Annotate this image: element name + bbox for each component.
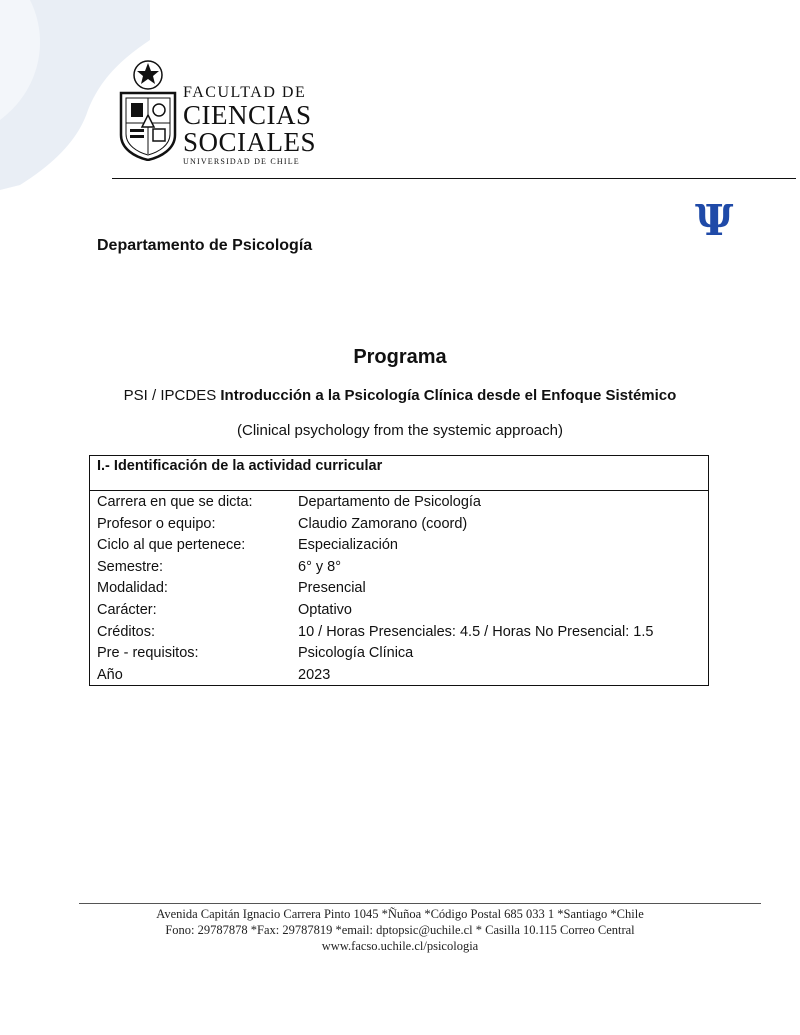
table-row bbox=[90, 557, 708, 579]
row-value: Departamento de Psicología bbox=[298, 494, 481, 510]
row-label: Ciclo al que pertenece: bbox=[97, 537, 246, 554]
logo-line-2: CIENCIAS bbox=[183, 100, 312, 130]
table-row bbox=[90, 578, 708, 600]
course-code: PSI / IPCDES bbox=[123, 387, 217, 404]
logo-line-3: SOCIALES bbox=[183, 127, 317, 157]
course-name: Introducción a la Psicología Clínica desde el Enfoque Sistémico bbox=[220, 387, 677, 404]
row-label: Semestre: bbox=[97, 558, 164, 575]
identification-table bbox=[89, 455, 709, 686]
table-row bbox=[90, 535, 708, 557]
row-value: Presencial bbox=[298, 580, 366, 597]
university-crest-icon bbox=[117, 57, 179, 161]
table-row bbox=[90, 643, 708, 665]
footer-website: www.facso.uchile.cl/psicologia bbox=[321, 939, 479, 953]
row-label: Carácter: bbox=[97, 601, 157, 618]
row-label: Profesor o equipo: bbox=[97, 515, 216, 532]
row-value: Psicología Clínica bbox=[298, 645, 414, 662]
footer-address: Avenida Capitán Ignacio Carrera Pinto 1045 *Ñuñoa *Código Postal 685 033 1 *Santiago *Chile bbox=[156, 907, 644, 921]
row-label: Carrera en que se dicta: bbox=[97, 494, 253, 510]
table-row bbox=[90, 622, 708, 644]
course-english-title: (Clinical psychology from the systemic approach) bbox=[237, 422, 563, 439]
row-value: 6° y 8° bbox=[298, 558, 342, 575]
row-value: Especialización bbox=[298, 537, 398, 554]
logo-text bbox=[183, 85, 316, 166]
section-heading: I.- Identificación de la actividad curricular bbox=[90, 456, 708, 491]
table-row bbox=[90, 514, 708, 536]
psi-icon: Ψ bbox=[695, 196, 734, 245]
header-divider bbox=[112, 178, 796, 179]
row-label: Año bbox=[97, 666, 123, 683]
row-label: Créditos: bbox=[97, 623, 156, 640]
table-row bbox=[90, 600, 708, 622]
row-value: Optativo bbox=[298, 601, 352, 618]
table-rows bbox=[90, 491, 708, 686]
logo-line-4: UNIVERSIDAD DE CHILE bbox=[183, 157, 300, 166]
logo-line-1: FACULTAD DE bbox=[183, 84, 307, 101]
row-value: 2023 bbox=[298, 666, 331, 683]
table-row bbox=[90, 492, 708, 514]
page-title: Programa bbox=[353, 346, 447, 368]
department-name: Departamento de Psicología bbox=[97, 237, 313, 254]
faculty-logo bbox=[117, 57, 317, 167]
footer-divider bbox=[79, 903, 761, 904]
footer-contact: Fono: 29787878 *Fax: 29787819 *email: dptopsic@uchile.cl * Casilla 10.115 Correo Central bbox=[165, 923, 635, 937]
course-title bbox=[0, 387, 800, 404]
row-label: Pre - requisitos: bbox=[97, 645, 199, 662]
table-row bbox=[90, 665, 708, 687]
row-value: Claudio Zamorano (coord) bbox=[298, 515, 468, 532]
row-value: 10 / Horas Presenciales: 4.5 / Horas No Presencial: 1.5 bbox=[298, 623, 654, 640]
row-label: Modalidad: bbox=[97, 580, 168, 597]
